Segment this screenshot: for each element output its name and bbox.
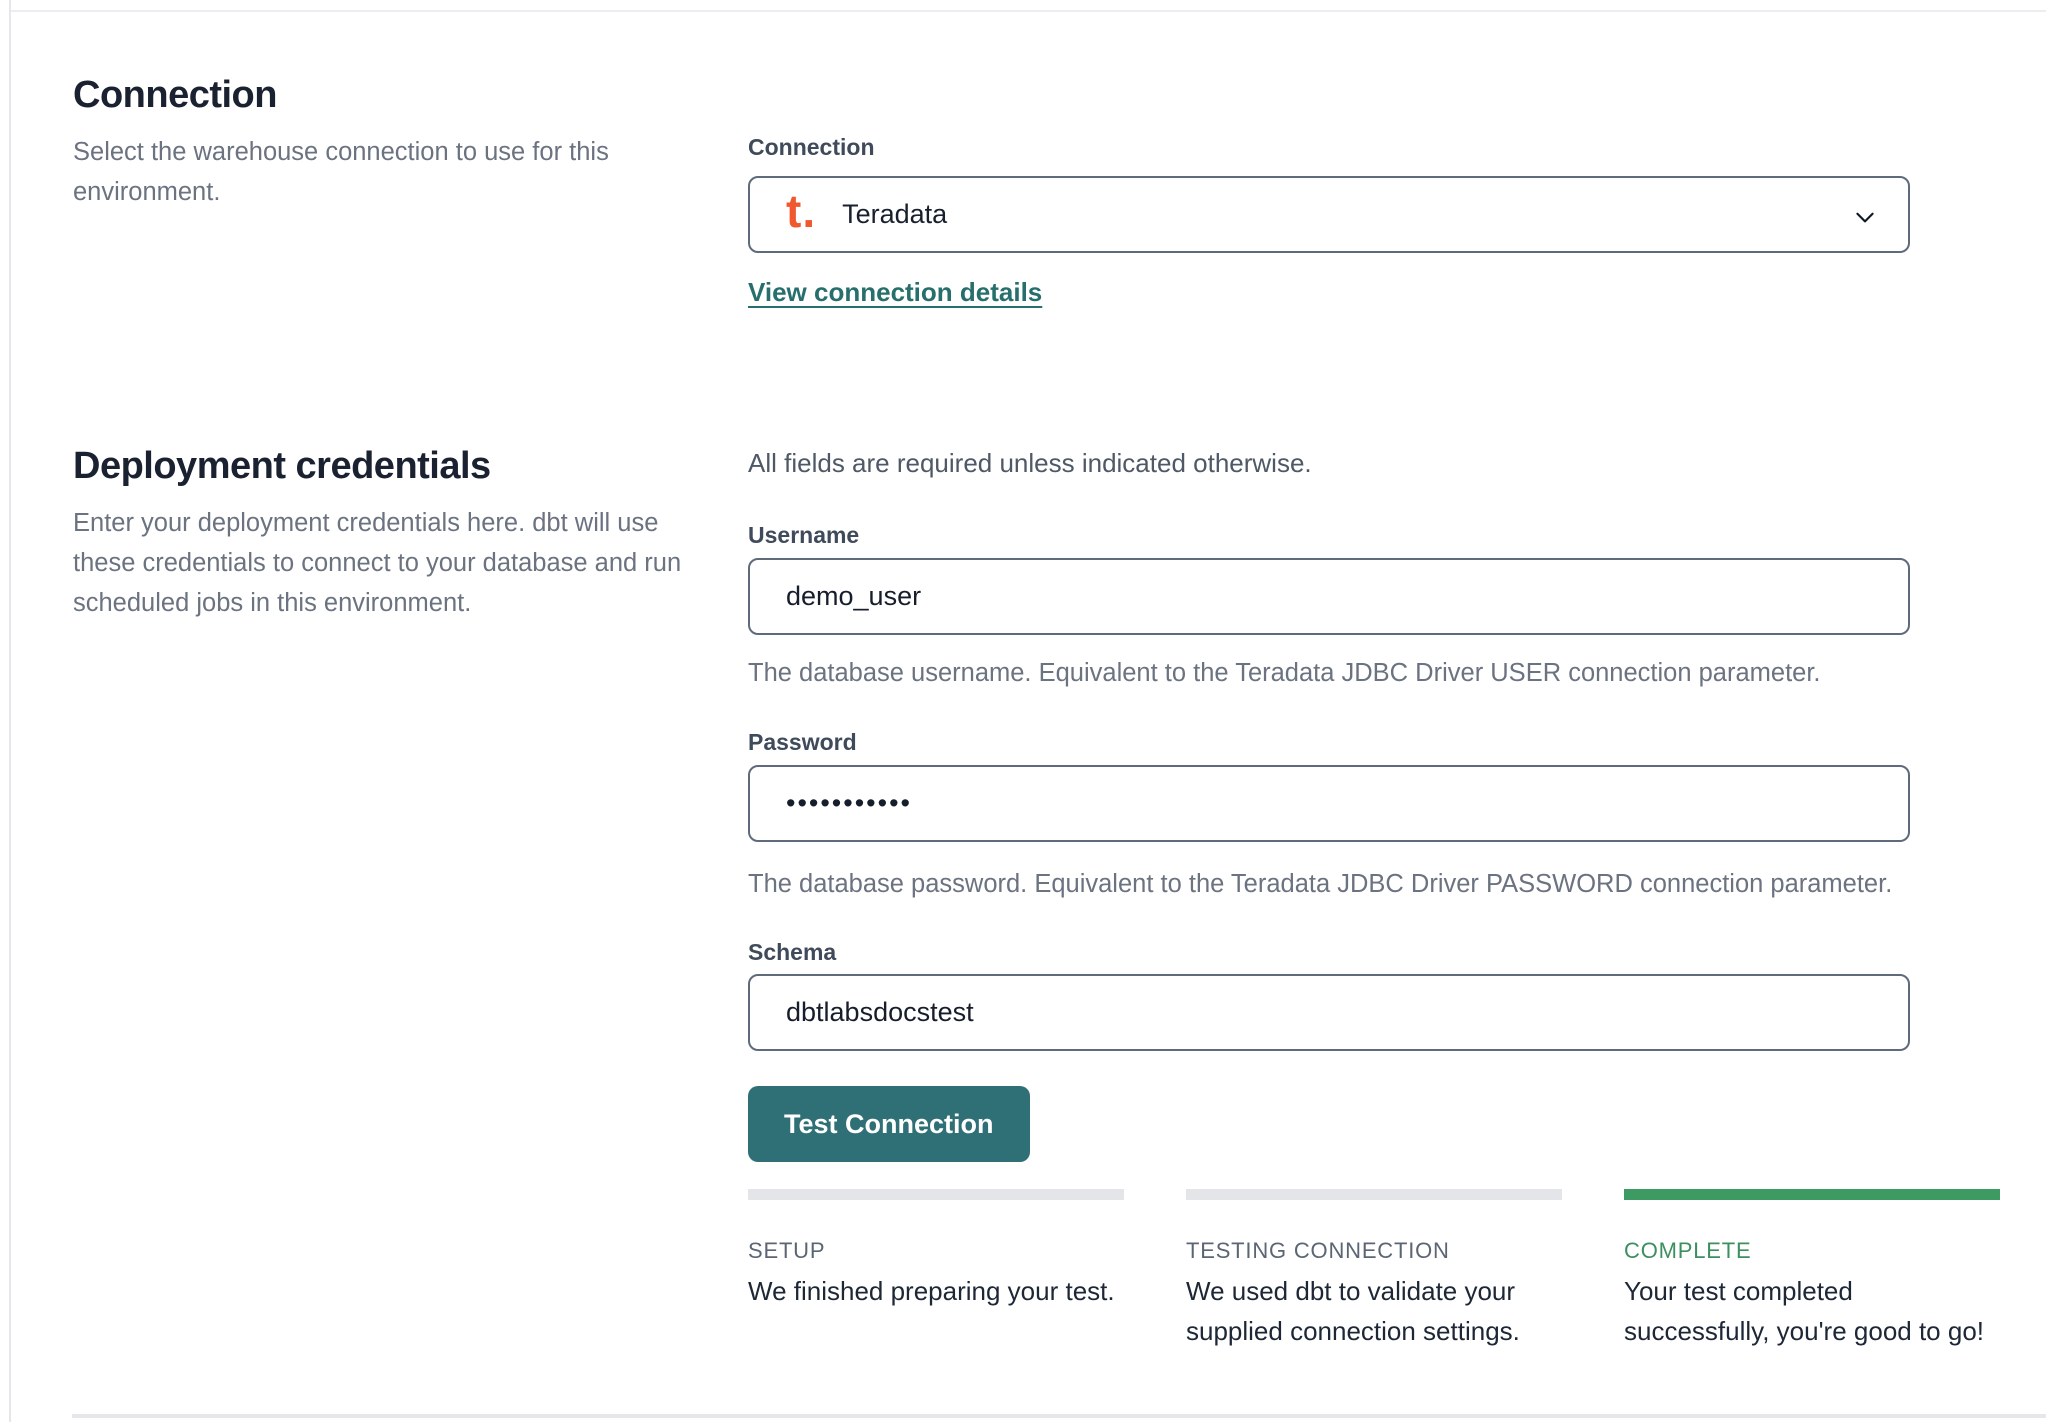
progress-step-text: We used dbt to validate your supplied connection settings.: [1186, 1276, 1520, 1346]
progress-step-complete: [1624, 1189, 2000, 1351]
left-divider: [9, 0, 11, 1422]
progress-step-text: Your test completed successfully, you're good to go!: [1624, 1276, 1985, 1346]
bottom-divider: [72, 1414, 2046, 1418]
password-input[interactable]: [748, 765, 1910, 842]
credentials-section-title: Deployment credentials: [73, 445, 491, 487]
schema-input[interactable]: [748, 974, 1910, 1051]
username-input[interactable]: [748, 558, 1910, 635]
username-label: Username: [748, 522, 860, 548]
required-fields-note: All fields are required unless indicated otherwise.: [748, 448, 1312, 478]
progress-step-label: SETUP: [748, 1238, 826, 1263]
progress-bar-testing-connection: [1186, 1189, 1562, 1200]
progress-step-testing-connection: [1186, 1189, 1562, 1351]
connection-test-progress: [748, 1189, 2000, 1351]
connection-section-intro: [73, 72, 653, 212]
connection-section-title: Connection: [73, 74, 277, 116]
connection-form: [748, 132, 2000, 308]
top-divider: [9, 10, 2046, 12]
progress-step-text: We finished preparing your test.: [748, 1276, 1115, 1306]
username-helper-text: The database username. Equivalent to the Teradata JDBC Driver USER connection parameter.: [748, 659, 1821, 687]
schema-label: Schema: [748, 939, 837, 965]
credentials-form: [748, 447, 2000, 1351]
credentials-section-intro: [73, 443, 733, 623]
password-helper-text: The database password. Equivalent to the Teradata JDBC Driver PASSWORD connection parameter.: [748, 870, 1893, 898]
progress-step-label: COMPLETE: [1624, 1238, 1752, 1263]
connection-select-value: Teradata: [842, 199, 948, 229]
view-connection-details-link[interactable]: View connection details: [748, 277, 1043, 307]
password-label: Password: [748, 729, 857, 755]
connection-select[interactable]: [748, 176, 1910, 253]
chevron-down-icon: [1852, 204, 1878, 235]
progress-step-setup: [748, 1189, 1124, 1351]
connection-section-description: Select the warehouse connection to use for this environment.: [73, 138, 609, 206]
test-connection-button[interactable]: Test Connection: [748, 1086, 1030, 1162]
teradata-logo-icon: t.: [786, 184, 817, 237]
credentials-section-description: Enter your deployment credentials here. dbt will use these credentials to connect to your database and run scheduled jobs in this environment.: [73, 509, 682, 617]
progress-step-label: TESTING CONNECTION: [1186, 1238, 1450, 1263]
progress-bar-complete: [1624, 1189, 2000, 1200]
progress-bar-setup: [748, 1189, 1124, 1200]
connection-select-label: Connection: [748, 134, 875, 160]
